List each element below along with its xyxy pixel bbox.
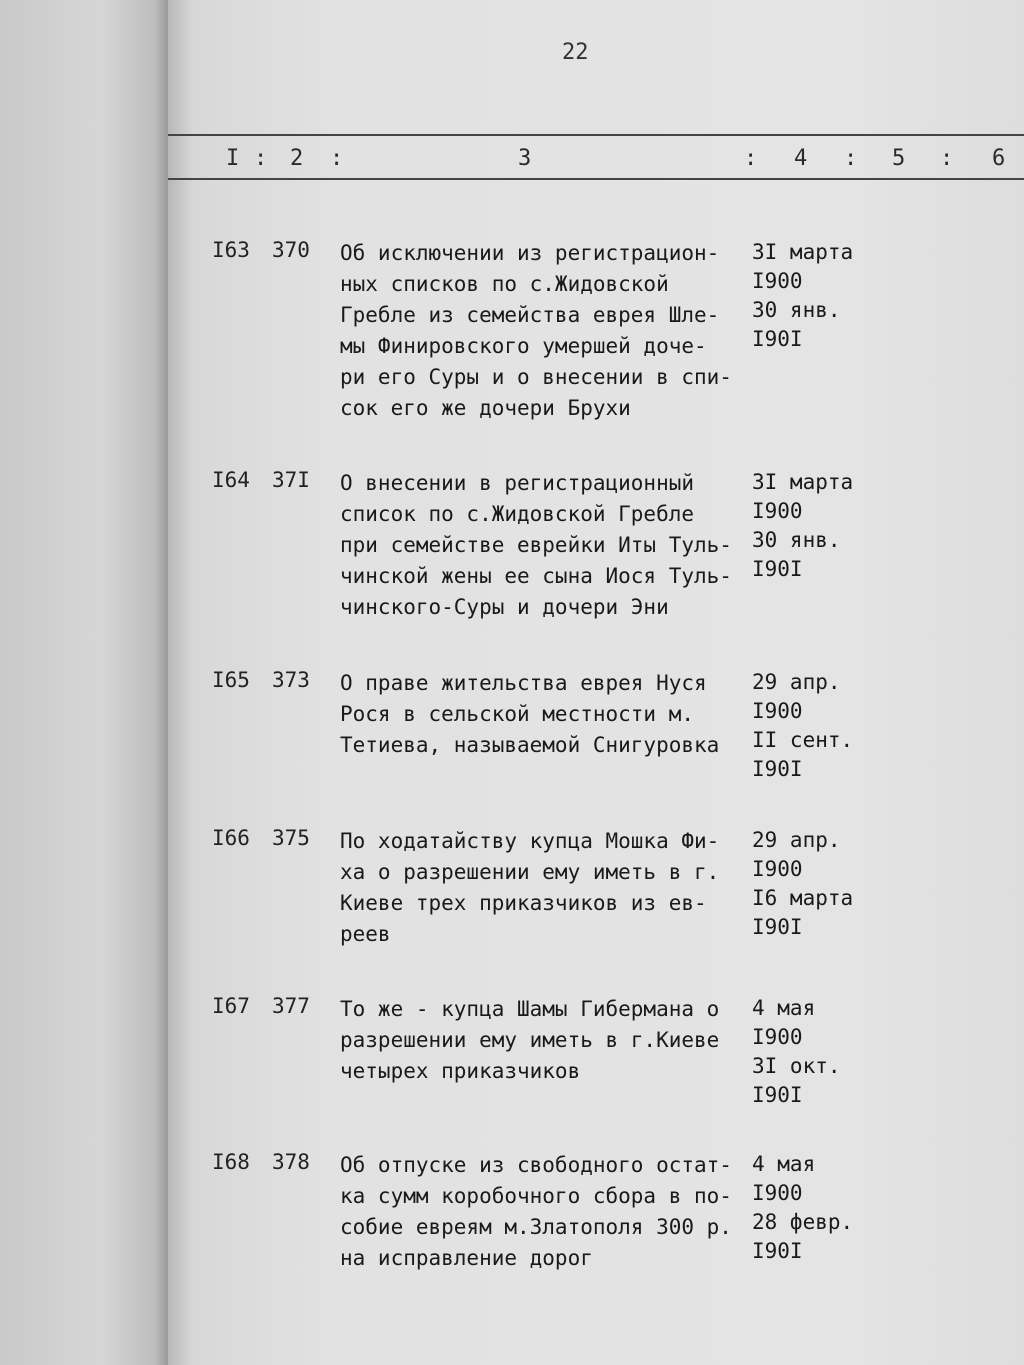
row-number: I65: [212, 668, 250, 692]
row-code: 37I: [272, 468, 310, 492]
date-line: 29 апр.: [752, 828, 841, 852]
row-number: I68: [212, 1150, 250, 1174]
date-line: II сент.: [752, 728, 854, 752]
date-line: 4 мая: [752, 1152, 816, 1176]
description-line: реев: [340, 922, 391, 946]
row-number: I66: [212, 826, 250, 850]
description-line: четырех приказчиков: [340, 1059, 581, 1083]
row-code: 370: [272, 238, 310, 262]
row-number: I67: [212, 994, 250, 1018]
header-sep: :: [254, 146, 268, 171]
header-sep: :: [744, 146, 758, 171]
date-line: I900: [752, 1181, 803, 1205]
header-rule-bottom: [168, 178, 1024, 180]
header-col5: 5: [892, 146, 906, 171]
row-code: 378: [272, 1150, 310, 1174]
row-dates: [752, 1150, 853, 1266]
description-line: Рося в сельской местности м.: [340, 702, 695, 726]
description-line: Гребле из семейства еврея Шле-: [340, 303, 720, 327]
description-line: ри его Суры и о внесении в спи-: [340, 365, 732, 389]
header-rule-top: [168, 134, 1024, 136]
row-dates: [752, 238, 853, 354]
description-line: на исправление дорог: [340, 1246, 593, 1270]
date-line: I90I: [752, 1083, 803, 1107]
date-line: 3I марта: [752, 470, 854, 494]
date-line: I90I: [752, 557, 803, 581]
row-description: [340, 468, 750, 623]
row-description: [340, 668, 750, 761]
row-description: [340, 1150, 750, 1274]
description-line: мы Финировского умершей доче-: [340, 334, 707, 358]
date-line: 3I окт.: [752, 1054, 841, 1078]
row-description: [340, 994, 750, 1087]
description-line: чинской жены ее сына Иося Туль-: [340, 564, 732, 588]
row-dates: [752, 468, 853, 584]
header-sep: :: [844, 146, 858, 171]
description-line: Киеве трех приказчиков из ев-: [340, 891, 707, 915]
row-code: 375: [272, 826, 310, 850]
description-line: собие евреям м.Златополя 300 р.: [340, 1215, 732, 1239]
date-line: I90I: [752, 327, 803, 351]
description-line: чинского-Суры и дочери Эни: [340, 595, 669, 619]
row-number: I64: [212, 468, 250, 492]
row-code: 373: [272, 668, 310, 692]
date-line: I900: [752, 269, 803, 293]
description-line: разрешении ему иметь в г.Киеве: [340, 1028, 720, 1052]
date-line: I900: [752, 857, 803, 881]
description-line: ных списков по с.Жидовской: [340, 272, 669, 296]
description-line: То же - купца Шамы Гибермана о: [340, 997, 720, 1021]
header-col1: I: [226, 146, 240, 171]
date-line: I6 марта: [752, 886, 854, 910]
left-page-edge: [0, 0, 168, 1365]
row-number: I63: [212, 238, 250, 262]
row-dates: [752, 994, 841, 1110]
description-line: Тетиева, называемой Снигуровка: [340, 733, 720, 757]
header-sep: :: [940, 146, 954, 171]
date-line: I900: [752, 699, 803, 723]
description-line: По ходатайству купца Мошка Фи-: [340, 829, 720, 853]
row-description: [340, 238, 750, 424]
date-line: 30 янв.: [752, 298, 841, 322]
date-line: 4 мая: [752, 996, 816, 1020]
description-line: О праве жительства еврея Нуся: [340, 671, 707, 695]
date-line: I900: [752, 1025, 803, 1049]
date-line: 30 янв.: [752, 528, 841, 552]
header-col6: 6: [992, 146, 1006, 171]
date-line: I90I: [752, 757, 803, 781]
header-col4: 4: [794, 146, 808, 171]
row-dates: [752, 826, 853, 942]
date-line: I90I: [752, 915, 803, 939]
date-line: 3I марта: [752, 240, 854, 264]
page-number: 22: [562, 40, 589, 65]
date-line: I90I: [752, 1239, 803, 1263]
description-line: ка сумм коробочного сбора в по-: [340, 1184, 732, 1208]
description-line: при семействе еврейки Иты Туль-: [340, 533, 732, 557]
header-col3: 3: [518, 146, 532, 171]
date-line: 29 апр.: [752, 670, 841, 694]
description-line: Об отпуске из свободного остат-: [340, 1153, 732, 1177]
header-col2: 2: [290, 146, 304, 171]
description-line: список по с.Жидовской Гребле: [340, 502, 695, 526]
date-line: I900: [752, 499, 803, 523]
description-line: О внесении в регистрационный: [340, 471, 695, 495]
description-line: сок его же дочери Брухи: [340, 396, 631, 420]
date-line: 28 февр.: [752, 1210, 854, 1234]
row-code: 377: [272, 994, 310, 1018]
description-line: ха о разрешении ему иметь в г.: [340, 860, 720, 884]
header-sep: :: [330, 146, 344, 171]
row-description: [340, 826, 750, 950]
row-dates: [752, 668, 853, 784]
description-line: Об исключении из регистрацион-: [340, 241, 720, 265]
